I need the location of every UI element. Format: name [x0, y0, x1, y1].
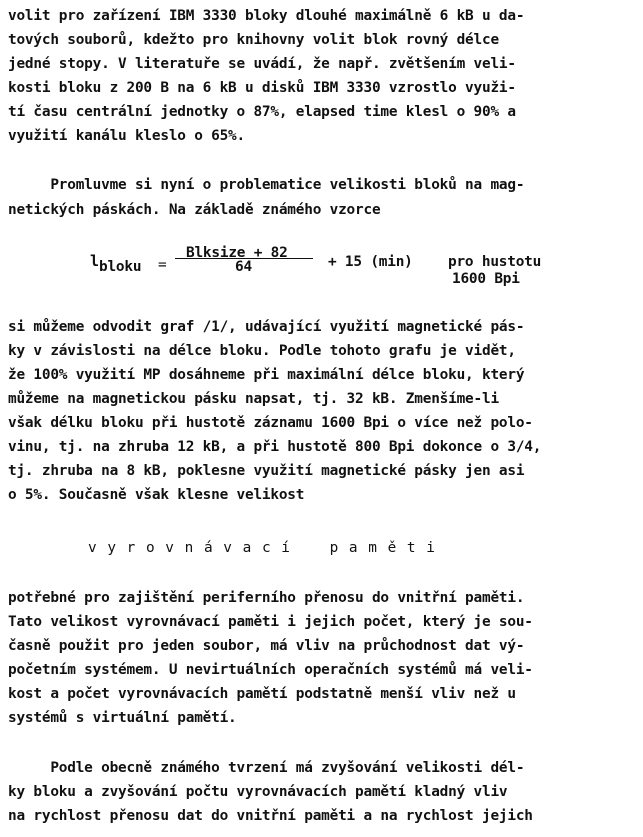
formula-plus-term: + 15 (min) [328, 254, 413, 270]
text-line: o 5%. Současně však klesne velikost [8, 487, 305, 503]
text-line: si můžeme odvodit graf /1/, udávající využití magnetické pás- [8, 319, 525, 335]
text-line: tových souborů, kdežto pro knihovny volit blok rovný délce [8, 32, 499, 48]
text-line: časně použit pro jeden soubor, má vliv na průchodnost dat vý- [8, 638, 525, 654]
text-line: systémů s virtuální pamětí. [8, 710, 237, 726]
formula-lhs-subscript: bloku [99, 259, 142, 275]
text-line: využití kanálu kleslo o 65%. [8, 128, 245, 144]
text-line: Tato velikost vyrovnávací paměti i jejich počet, který je sou- [8, 614, 533, 630]
text-line: početním systémem. U nevirtuálních operačních systémů má veli- [8, 662, 533, 678]
text-line: potřebné pro zajištění periferního přenosu do vnitřní paměti. [8, 590, 525, 606]
text-line: Promluvme si nyní o problematice velikosti bloků na mag- [8, 177, 525, 193]
text-line: ky v závislosti na délce bloku. Podle tohoto grafu je vidět, [8, 343, 516, 359]
text-line: vinu, tj. na zhruba 12 kB, a při hustotě 800 Bpi dokonce o 3/4, [8, 439, 542, 455]
formula-condition: pro hustotu [448, 254, 542, 270]
text-line: kost a počet vyrovnávacích pamětí podstatně menší vliv než u [8, 686, 516, 702]
text-line: netických páskách. Na základě známého vzorce [8, 202, 381, 218]
text-line: můžeme na magnetickou pásku napsat, tj. 32 kB. Zmenšíme-li [8, 391, 499, 407]
text-line: však délku bloku při hustotě záznamu 1600 Bpi o více než polo- [8, 415, 533, 431]
text-line: Podle obecně známého tvrzení má zvyšování velikosti dél- [8, 760, 525, 776]
formula-equals: = [158, 257, 167, 273]
formula-numerator: Blksize + 82 [186, 245, 288, 261]
text-line: že 100% využití MP dosáhneme při maximální délce bloku, který [8, 367, 525, 383]
formula-lhs: l [90, 252, 99, 270]
text-line: volit pro zařízení IBM 3330 bloky dlouhé maximálně 6 kB u da- [8, 8, 525, 24]
text-line: kosti bloku z 200 B na 6 kB u disků IBM 3330 vzrostlo využi- [8, 80, 516, 96]
text-line: tj. zhruba na 8 kB, poklesne využití magnetické pásky jen asi [8, 463, 525, 479]
formula-denominator: 64 [235, 259, 252, 275]
text-line: na rychlost přenosu dat do vnitřní paměti a na rychlost jejich [8, 808, 533, 824]
text-line: tí času centrální jednotky o 87%, elapsed time klesl o 90% a [8, 104, 516, 120]
text-line: ky bloku a zvyšování počtu vyrovnávacích pamětí kladný vliv [8, 784, 508, 800]
section-heading: v y r o v n á v a c í p a m ě t i [88, 540, 436, 556]
text-line: jedné stopy. V literatuře se uvádí, že např. zvětšením veli- [8, 56, 516, 72]
formula-condition: 1600 Bpi [452, 271, 520, 287]
